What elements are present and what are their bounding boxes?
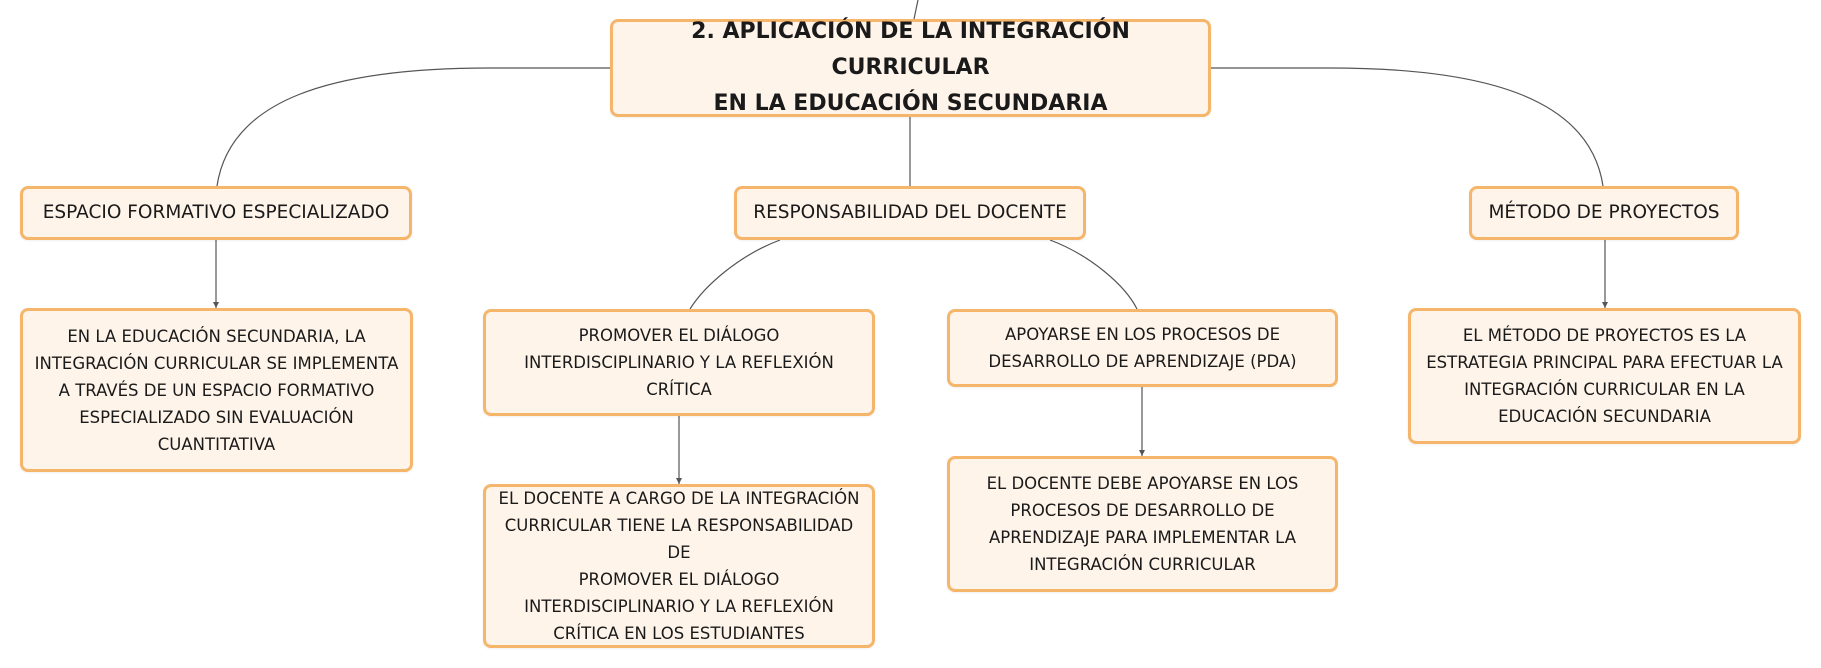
branch-metodo-proyectos-label: MÉTODO DE PROYECTOS: [1488, 202, 1720, 223]
leaf-apoyarse-pda-detail[interactable]: [947, 456, 1338, 592]
node-promover-dialogo[interactable]: [483, 309, 875, 416]
leaf-espacio-formativo-detail-text: EN LA EDUCACIÓN SECUNDARIA, LA INTEGRACIÓN CURRICULAR SE IMPLEMENTA A TRAVÉS DE UN ESPACIO FORMATIVO ESPECIALIZADO SIN EVALUACIÓN CUANTITATIVA: [34, 326, 399, 454]
connector-root-espacio: [217, 68, 610, 186]
leaf-espacio-formativo-detail[interactable]: [20, 308, 413, 472]
leaf-metodo-proyectos-detail[interactable]: [1408, 308, 1801, 444]
connector-responsabilidad-apoyarse: [1050, 240, 1137, 309]
branch-metodo-proyectos[interactable]: [1469, 186, 1739, 240]
branch-responsabilidad-docente-label: RESPONSABILIDAD DEL DOCENTE: [753, 202, 1067, 223]
leaf-promover-dialogo-detail[interactable]: [483, 484, 875, 648]
node-apoyarse-pda-label: APOYARSE EN LOS PROCESOS DE DESARROLLO DE APRENDIZAJE (PDA): [988, 325, 1297, 371]
leaf-metodo-proyectos-detail-text: EL MÉTODO DE PROYECTOS ES LA ESTRATEGIA PRINCIPAL PARA EFECTUAR LA INTEGRACIÓN CURRICULAR EN LA EDUCACIÓN SECUNDARIA: [1426, 326, 1783, 426]
root-node[interactable]: [610, 19, 1211, 117]
connector-root-metodo: [1211, 68, 1603, 186]
root-node-label: 2. APLICACIÓN DE LA INTEGRACIÓN CURRICULAR EN LA EDUCACIÓN SECUNDARIA: [691, 19, 1130, 116]
leaf-promover-dialogo-detail-text: EL DOCENTE A CARGO DE LA INTEGRACIÓN CURRICULAR TIENE LA RESPONSABILIDAD DE PROMOVER EL DIÁLOGO INTERDISCIPLINARIO Y LA REFLEXIÓN CRÍTICA EN LOS ESTUDIANTES: [498, 489, 860, 643]
leaf-apoyarse-pda-detail-text: EL DOCENTE DEBE APOYARSE EN LOS PROCESOS DE DESARROLLO DE APRENDIZAJE PARA IMPLEMENTAR LA INTEGRACIÓN CURRICULAR: [986, 474, 1299, 574]
branch-espacio-formativo[interactable]: [20, 186, 412, 240]
connector-responsabilidad-promover: [690, 240, 780, 309]
branch-espacio-formativo-label: ESPACIO FORMATIVO ESPECIALIZADO: [42, 202, 390, 223]
node-promover-dialogo-label: PROMOVER EL DIÁLOGO INTERDISCIPLINARIO Y LA REFLEXIÓN CRÍTICA: [524, 326, 834, 399]
node-apoyarse-pda[interactable]: [947, 309, 1338, 387]
branch-responsabilidad-docente[interactable]: [734, 186, 1086, 240]
